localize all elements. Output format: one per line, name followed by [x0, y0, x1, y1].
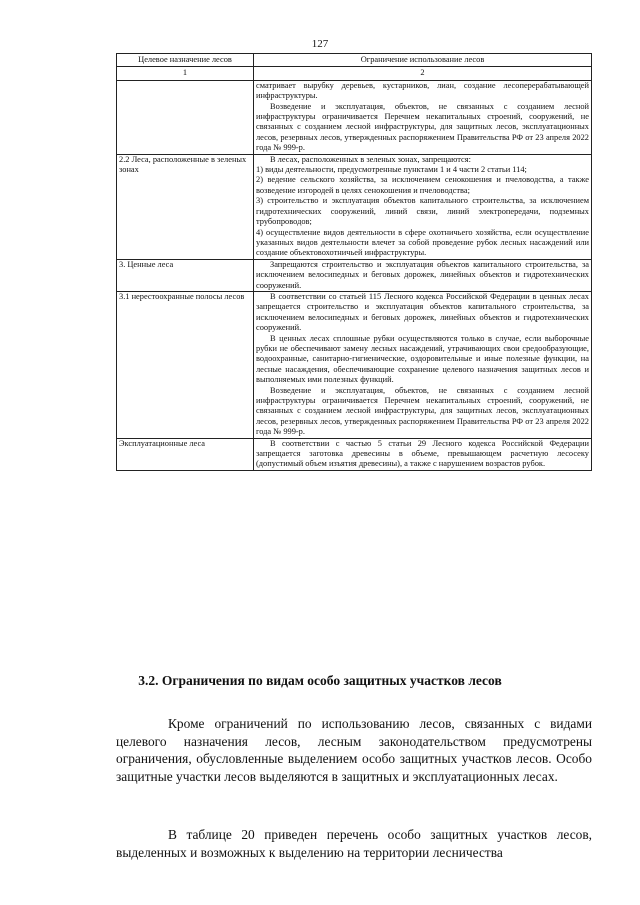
table-row: [117, 438, 592, 470]
table-row: [117, 80, 592, 154]
table-row: [117, 259, 592, 291]
forest-purpose-cell: 2.2 Леса, расположенные в зеленых зонах: [117, 154, 254, 259]
column-number-2: 2: [254, 67, 592, 80]
table-row: [117, 291, 592, 438]
restriction-paragraph: В соответствии со статьей 115 Лесного кодекса Российской Федерации в ценных лесах запрещается строительство и эксплуатация объектов капитального строительства, за исключением велосипедных и беговых дорожек, линейных объектов и гидротехнических сооружений.: [256, 291, 589, 333]
restriction-paragraph: Возведение и эксплуатация, объектов, не связанных с созданием лесной инфраструктуры ограничивается Перечнем некапитальных строений, сооружений, не связанных с созданием лесной инфраструктуры, для защитных лесов, эксплуатационных лесов, резервных лесов, утвержденных распоряжением Правительства РФ от 23 апреля 2022 года № 999-р.: [256, 385, 589, 437]
page-number: 127: [311, 38, 329, 50]
paragraph-text: Кроме ограничений по использованию лесов, связанных с видами целевого назначения лесов, лесным законодательством предусмотрены ограничения, обусловленные выделением особо защитных участков лесов. Особо защитные участки лесов выделяются в защитных и эксплуатационных лесах.: [116, 716, 592, 784]
header-restriction: Ограничение использование лесов: [254, 54, 592, 67]
restriction-paragraph: В соответствии с частью 5 статьи 29 Лесного кодекса Российской Федерации запрещается заготовка древесины в объеме, превышающем расчетную лесосеку (допустимый объем изъятия древесины), а также с нарушением возрастов рубок.: [256, 438, 589, 469]
table-row: [117, 154, 592, 259]
table-column-numbers-row: [117, 67, 592, 80]
restriction-cell: [254, 80, 592, 154]
section-title: 3.2. Ограничения по видам особо защитных участков лесов: [138, 673, 502, 688]
restriction-paragraph: 2) ведение сельского хозяйства, за исключением сенокошения и пчеловодства, а также возведение изгородей в целях сенокошения и пчеловодства;: [256, 175, 589, 195]
restriction-paragraph: сматривает вырубку деревьев, кустарников, лиан, создание лесоперерабатывающей инфраструктуры.: [256, 80, 589, 101]
forest-purpose-cell: [117, 80, 254, 154]
restriction-cell: [254, 154, 592, 259]
restriction-paragraph: 4) осуществление видов деятельности в сфере охотничьего хозяйства, если осуществление указанных видов деятельности влечет за собой проведение рубок лесных насаждений или создание объектовохотничьей инфраструктуры.: [256, 227, 589, 258]
restriction-paragraph: 3) строительство и эксплуатация объектов капитального строительства, за исключением гидротехнических сооружений, линий связи, линий электропередачи, подземных трубопроводов;: [256, 196, 589, 227]
header-purpose: Целевое назначение лесов: [117, 54, 254, 67]
restriction-paragraph: Запрещаются строительство и эксплуатация объектов капитального строительства, за исключением велосипедных и беговых дорожек, линейных объектов и гидротехнических сооружений.: [256, 259, 589, 290]
restriction-paragraph: В лесах, расположенных в зеленых зонах, запрещаются:: [270, 154, 471, 164]
restriction-paragraph: В ценных лесах сплошные рубки осуществляются только в случае, если выборочные рубки не обеспечивают замену лесных насаждений, утрачивающих свои средообразующие, водоохранные, санитарно-гигиенические, оздоровительные и иные полезные функции, на лесные насаждения, обеспечивающие сохранение целевого назначения защитных лесов и выполняемых ими полезных функций.: [256, 333, 589, 385]
restriction-cell: [254, 259, 592, 291]
restriction-paragraph: 1) виды деятельности, предусмотренные пунктами 1 и 4 части 2 статьи 114;: [256, 165, 527, 175]
forest-purpose-cell: 3. Ценные леса: [117, 259, 254, 291]
body-paragraph: [116, 826, 592, 861]
column-number-1: 1: [117, 67, 254, 80]
restriction-cell: [254, 438, 592, 470]
restriction-cell: [254, 291, 592, 438]
forest-purpose-cell: 3.1 нерестоохранные полосы лесов: [117, 291, 254, 438]
body-paragraph: [116, 715, 592, 785]
forest-purpose-cell: Эксплуатационные леса: [117, 438, 254, 470]
restrictions-table: [116, 53, 592, 471]
restriction-paragraph: Возведение и эксплуатация, объектов, не связанных с созданием лесной инфраструктуры ограничивается Перечнем некапитальных строений, сооружений, не связанных с созданием лесной инфраструктуры, для защитных лесов, эксплуатационных лесов, резервных лесов, утвержденных распоряжением Правительства РФ от 23 апреля 2022 года № 999-р.: [256, 101, 589, 153]
table-header-row: [117, 54, 592, 67]
paragraph-text: В таблице 20 приведен перечень особо защитных участков лесов, выделенных и возможных к выделению на территории лесничества: [116, 827, 592, 860]
